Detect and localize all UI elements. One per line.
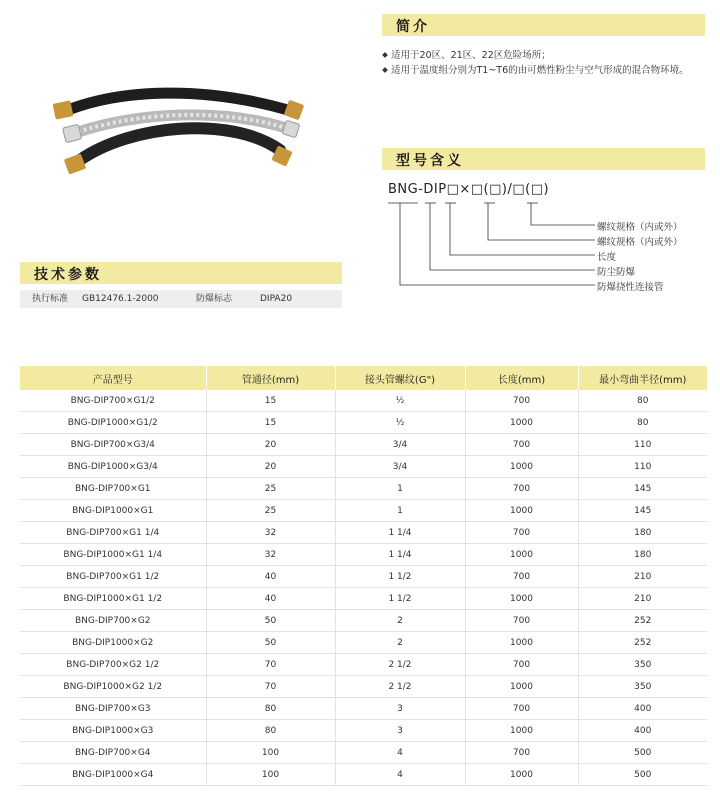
table-cell: ½ <box>335 412 465 434</box>
table-cell: 40 <box>206 566 335 588</box>
table-cell: 400 <box>578 720 707 742</box>
table-cell: 70 <box>206 654 335 676</box>
table-cell: 3 <box>335 720 465 742</box>
table-row <box>20 764 707 786</box>
table-cell: 2 <box>335 632 465 654</box>
table-cell: 700 <box>465 434 578 456</box>
table-cell: 180 <box>578 544 707 566</box>
column-header: 接头管螺纹(G") <box>335 366 465 390</box>
table-cell: 210 <box>578 566 707 588</box>
table-header-row <box>20 366 707 390</box>
table-cell: 3 <box>335 698 465 720</box>
table-cell: BNG-DIP700×G1 <box>20 478 206 500</box>
model-code: BNG-DIP□×□(□)/□(□) <box>388 182 550 197</box>
table-cell: 1 1/2 <box>335 566 465 588</box>
column-header: 管通径(mm) <box>206 366 335 390</box>
table-row <box>20 676 707 698</box>
table-row <box>20 544 707 566</box>
table-cell: 180 <box>578 522 707 544</box>
table-row <box>20 566 707 588</box>
table-cell: 700 <box>465 654 578 676</box>
table-cell: 700 <box>465 742 578 764</box>
table-row <box>20 654 707 676</box>
table-row <box>20 478 707 500</box>
table-row <box>20 522 707 544</box>
table-cell: 110 <box>578 456 707 478</box>
table-cell: 2 1/2 <box>335 654 465 676</box>
table-cell: 700 <box>465 522 578 544</box>
table-cell: BNG-DIP700×G1/2 <box>20 390 206 412</box>
table-cell: 1 1/4 <box>335 544 465 566</box>
model-label-flex-pipe: 防爆挠性连接管 <box>597 282 664 293</box>
table-cell: 2 1/2 <box>335 676 465 698</box>
table-row <box>20 632 707 654</box>
table-cell: 20 <box>206 434 335 456</box>
table-cell: BNG-DIP1000×G1 <box>20 500 206 522</box>
table-cell: 70 <box>206 676 335 698</box>
table-cell: 25 <box>206 500 335 522</box>
table-cell: 15 <box>206 390 335 412</box>
table-cell: BNG-DIP700×G4 <box>20 742 206 764</box>
table-cell: BNG-DIP700×G3/4 <box>20 434 206 456</box>
table-cell: BNG-DIP700×G3 <box>20 698 206 720</box>
table-cell: 20 <box>206 456 335 478</box>
table-cell: 500 <box>578 742 707 764</box>
bullet-icon <box>382 52 388 58</box>
table-row <box>20 456 707 478</box>
intro-item: 适用于温度组分别为T1~T6的由可燃性粉尘与空气形成的混合物环境。 <box>381 63 711 78</box>
table-cell: 500 <box>578 764 707 786</box>
table-cell: 3/4 <box>335 456 465 478</box>
table-row <box>20 412 707 434</box>
table-cell: 3/4 <box>335 434 465 456</box>
table-row <box>20 698 707 720</box>
table-cell: 80 <box>206 720 335 742</box>
table-cell: BNG-DIP1000×G1/2 <box>20 412 206 434</box>
model-label-thread-2: 螺纹规格（内或外） <box>597 222 683 233</box>
table-cell: 32 <box>206 544 335 566</box>
table-cell: 100 <box>206 742 335 764</box>
table-cell: BNG-DIP1000×G3 <box>20 720 206 742</box>
table-cell: 700 <box>465 478 578 500</box>
table-cell: BNG-DIP1000×G2 1/2 <box>20 676 206 698</box>
table-cell: BNG-DIP1000×G4 <box>20 764 206 786</box>
table-cell: 145 <box>578 478 707 500</box>
table-cell: BNG-DIP1000×G3/4 <box>20 456 206 478</box>
table-cell: 100 <box>206 764 335 786</box>
table-cell: 1 <box>335 500 465 522</box>
tech-title: 技术参数 <box>34 267 102 283</box>
table-cell: 2 <box>335 610 465 632</box>
table-cell: 1000 <box>465 412 578 434</box>
tech-header <box>20 262 342 284</box>
table-cell: 32 <box>206 522 335 544</box>
table-cell: 350 <box>578 654 707 676</box>
table-cell: 110 <box>578 434 707 456</box>
table-cell: 145 <box>578 500 707 522</box>
std-label: 执行标准 <box>32 294 69 304</box>
table-row <box>20 742 707 764</box>
model-label-dustproof: 防尘防爆 <box>597 267 636 278</box>
table-cell: 1000 <box>465 632 578 654</box>
table-cell: 80 <box>578 412 707 434</box>
table-cell: BNG-DIP1000×G2 <box>20 632 206 654</box>
table-cell: BNG-DIP1000×G1 1/4 <box>20 544 206 566</box>
table-cell: 400 <box>578 698 707 720</box>
table-cell: BNG-DIP700×G2 1/2 <box>20 654 206 676</box>
model-title: 型号含义 <box>396 153 464 169</box>
table-cell: 80 <box>206 698 335 720</box>
table-row <box>20 434 707 456</box>
table-cell: 1 1/2 <box>335 588 465 610</box>
table-cell: 4 <box>335 764 465 786</box>
column-header: 最小弯曲半径(mm) <box>578 366 707 390</box>
table-cell: BNG-DIP700×G1 1/2 <box>20 566 206 588</box>
intro-list <box>381 48 711 78</box>
table-cell: 1000 <box>465 500 578 522</box>
table-cell: 80 <box>578 390 707 412</box>
column-header: 长度(mm) <box>465 366 578 390</box>
intro-title: 简介 <box>396 19 430 35</box>
table-cell: 50 <box>206 610 335 632</box>
table-cell: 1000 <box>465 456 578 478</box>
table-cell: 210 <box>578 588 707 610</box>
tech-spec-row <box>20 290 342 308</box>
table-cell: 15 <box>206 412 335 434</box>
table-row <box>20 588 707 610</box>
table-cell: 1 <box>335 478 465 500</box>
table-cell: 4 <box>335 742 465 764</box>
table-cell: BNG-DIP700×G1 1/4 <box>20 522 206 544</box>
table-row <box>20 390 707 412</box>
table-cell: 700 <box>465 566 578 588</box>
mark-label: 防爆标志 <box>196 294 233 304</box>
table-cell: 700 <box>465 390 578 412</box>
table-cell: ½ <box>335 390 465 412</box>
column-header: 产品型号 <box>20 366 206 390</box>
table-cell: 50 <box>206 632 335 654</box>
table-cell: 1000 <box>465 588 578 610</box>
table-cell: BNG-DIP1000×G1 1/2 <box>20 588 206 610</box>
std-value: GB12476.1-2000 <box>82 294 159 304</box>
table-cell: 700 <box>465 698 578 720</box>
table-cell: 350 <box>578 676 707 698</box>
bullet-icon <box>382 67 388 73</box>
table-cell: 40 <box>206 588 335 610</box>
model-label-thread-1: 螺纹规格（内或外） <box>597 237 683 248</box>
table-cell: 1000 <box>465 544 578 566</box>
table-cell: 1000 <box>465 676 578 698</box>
table-cell: 700 <box>465 610 578 632</box>
model-header <box>382 148 705 170</box>
model-label-length: 长度 <box>597 252 617 263</box>
mark-value: DIPA20 <box>260 294 293 304</box>
table-row <box>20 500 707 522</box>
table-cell: 252 <box>578 632 707 654</box>
table-cell: 1000 <box>465 720 578 742</box>
table-cell: 1000 <box>465 764 578 786</box>
table-cell: BNG-DIP700×G2 <box>20 610 206 632</box>
table-cell: 25 <box>206 478 335 500</box>
table-row <box>20 720 707 742</box>
product-photo <box>30 70 330 190</box>
product-table <box>20 366 707 786</box>
intro-item: 适用于20区、21区、22区危险场所； <box>381 48 711 63</box>
table-cell: 252 <box>578 610 707 632</box>
table-row <box>20 610 707 632</box>
table-cell: 1 1/4 <box>335 522 465 544</box>
intro-header <box>382 14 705 36</box>
